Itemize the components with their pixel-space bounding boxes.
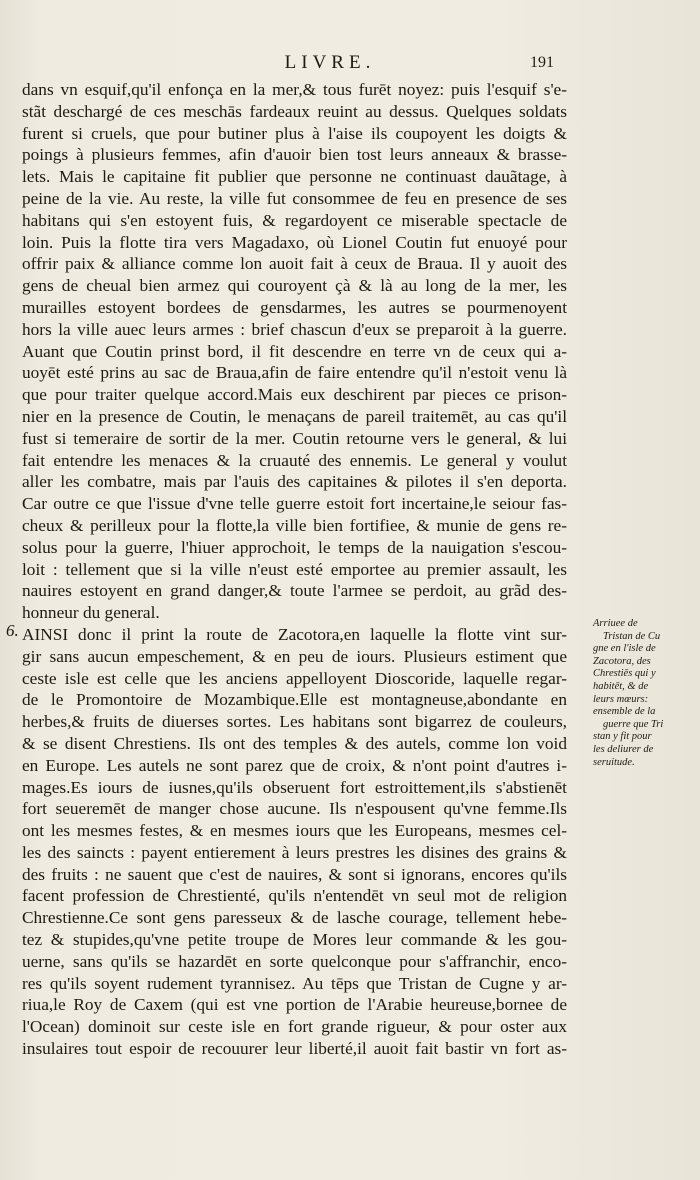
margin-note-line: ensemble de la [593,706,656,718]
text-line: mages.Es iours de iusnes,qu'ils obseruent fort estroittement,ils s'abstienēt [22,777,567,797]
text-line: & se disent Chrestiens. Ils ont des temples & des autels, comme lon void [22,733,567,753]
text-line: gir sans aucun empeschement, & en peu de iours. Plusieurs estiment que [22,646,567,666]
text-line: ont les mesmes festes, & en mesmes iours que les Europeans, mesmes cel- [22,821,567,841]
margin-note-line: Arriuee de [593,618,638,629]
text-line: nauires estoyent en grand danger,& toute l'armee se perdoit, au grãd des- [22,581,567,601]
margin-note-line: habitēt, & de [593,680,649,692]
text-line: fort seueremēt de manger chose aucune. Ils n'espousent qu'vne femme.Ils [22,799,567,819]
text-line: de le Promontoire de Mozambique.Elle est montagneuse,abondante en [22,690,567,710]
text-line: cheux & perilleux pour la flotte,la ville bien fortifiee, & munie de gens re- [22,515,567,535]
margin-note-line: Zacotora, des [593,655,651,667]
text-line: dans vn esquif,qu'il enfonça en la mer,& tous furēt noyez: puis l'esquif s'e- [22,80,567,99]
margin-note-line: Chrestiēs qui y [593,668,656,680]
text-line: herbes,& fruits de diuerses sortes. Les habitans sont bigarrez de couleurs, [22,712,567,732]
margin-note-line: guerre que Tri [603,718,664,730]
text-line: que pour traiter quelque accord.Mais eux deschirent par pieces ce prison- [22,385,567,405]
body-text [22,79,567,1060]
text-line: loit : tellement que si la ville n'eust esté emportee au premier assault, les [22,559,567,579]
margin-note [593,618,693,769]
text-line: des fruits : ne sauent que c'est de nauires, & sont si ignorans, encores qu'ils [22,864,567,884]
text-line: en Europe. Les autels ne sont parez que de croix, & n'ont point d'autres i- [22,755,567,775]
text-line: AINSI donc il print la route de Zacotora,en laquelle la flotte vint sur- [22,624,567,644]
text-line: murailles estoyent bordees de gensdarmes, les autres se pourmenoyent [22,297,567,317]
text-line: uerne, sans qu'ils se hazardēt en sorte quelconque pour s'affranchir, enco- [22,951,567,971]
text-line: nier en la presence de Coutin, le menaçans de pareil traitemēt, au cas qu'il [22,406,567,426]
text-line: loin. Puis la flotte tira vers Magadaxo, où Lionel Coutin fut enuoyé pour [22,232,567,252]
text-line: peine de la vie. Au reste, la ville fut consommee de feu en presence de ses [22,188,567,208]
section-number: 6. [6,621,19,640]
text-line: solus pour la guerre, l'hiuer approchoit, le temps de la nauigation s'escou- [22,537,567,557]
text-line: les des saincts : payent entierement à leurs prestres les disines des grains & [22,842,567,862]
text-line: insulaires tout espoir de recouurer leur liberté,il auoit fait bastir vn fort as- [22,1039,567,1059]
text-line: fait entendre les menaces & la cruauté des ennemis. Le general y voulut [22,450,567,470]
text-line: riua,le Roy de Caxem (qui est vne portion de l'Arabie heureuse,bornee de [22,995,567,1015]
text-line: aller les combatre, mais par l'auis des capitaines & pilotes il s'en deporta. [22,472,567,492]
text-line: res qu'ils soyent rudement tyrannisez. Au tēps que Tristan de Cugne y ar- [22,973,567,993]
text-line: ceste isle est celle que les anciens appelloyent Dioscoride, laquelle regar- [22,668,567,688]
text-line: gens de cheual bien armez qui couroyent çà & là au long de la mer, les [22,276,567,296]
text-line: stãt deschargé de ces meschās fardeaux reuint au dessus. Quelques soldats [22,101,567,121]
margin-note-line: leurs mœurs: [593,693,649,705]
margin-note-line: seruitude. [593,756,635,768]
page-number: 191 [530,54,554,71]
text-line: hors la ville auec leurs armes : brief chascun d'eux se preparoit à la guerre. [22,319,567,339]
text-line: facent profession de Chrestienté, qu'ils n'entendēt vn seul mot de religion [22,886,567,906]
margin-note-line: gne en l'isle de [593,643,656,655]
text-line: lets. Mais le capitaine fit publier que personne ne continuast dauãtage, à [22,167,567,187]
text-line: Auant que Coutin prinst bord, il fit descendre en terre vn de ceux qui a- [22,341,567,361]
text-line: uoyēt esté prins au sac de Braua,afin de faire entendre qu'il n'estoit venu là [22,363,567,383]
text-line: tez & stupides,qu'vne petite troupe de Mores leur commande & les gou- [22,930,567,950]
text-line: honneur du general. [22,603,160,623]
text-line: l'Ocean) dominoit sur ceste isle en fort grande rigueur, & pour oster aux [22,1017,567,1037]
text-line: furent si cruels, que pour butiner plus à l'aise ils coupoyent les doigts & [22,123,567,143]
text-line: habitans qui s'en estoyent fuis, & regardoyent ce miserable spectacle de [22,210,567,230]
margin-note-line: Tristan de Cu [603,630,661,642]
margin-note-line: les deliurer de [593,743,654,755]
margin-note-line: stan y fit pour [593,731,652,743]
running-head: LIVRE. [284,52,376,73]
text-line: Chrestienne.Ce sont gens paresseux & de lasche courage, tellement hebe- [22,908,567,928]
text-line: Car outre ce que l'issue d'vne telle guerre estoit fort incertaine,le seiour fas- [22,494,567,514]
text-line: offrir paix & alliance comme lon auoit fait à ceux de Braua. Il y auoit des [22,254,567,274]
text-line: fust si temeraire de sortir de la mer. Coutin retourne vers le general, & lui [22,428,567,448]
text-line: poings à plusieurs femmes, afin d'auoir bien tost leurs anneaux & brasse- [22,145,567,165]
